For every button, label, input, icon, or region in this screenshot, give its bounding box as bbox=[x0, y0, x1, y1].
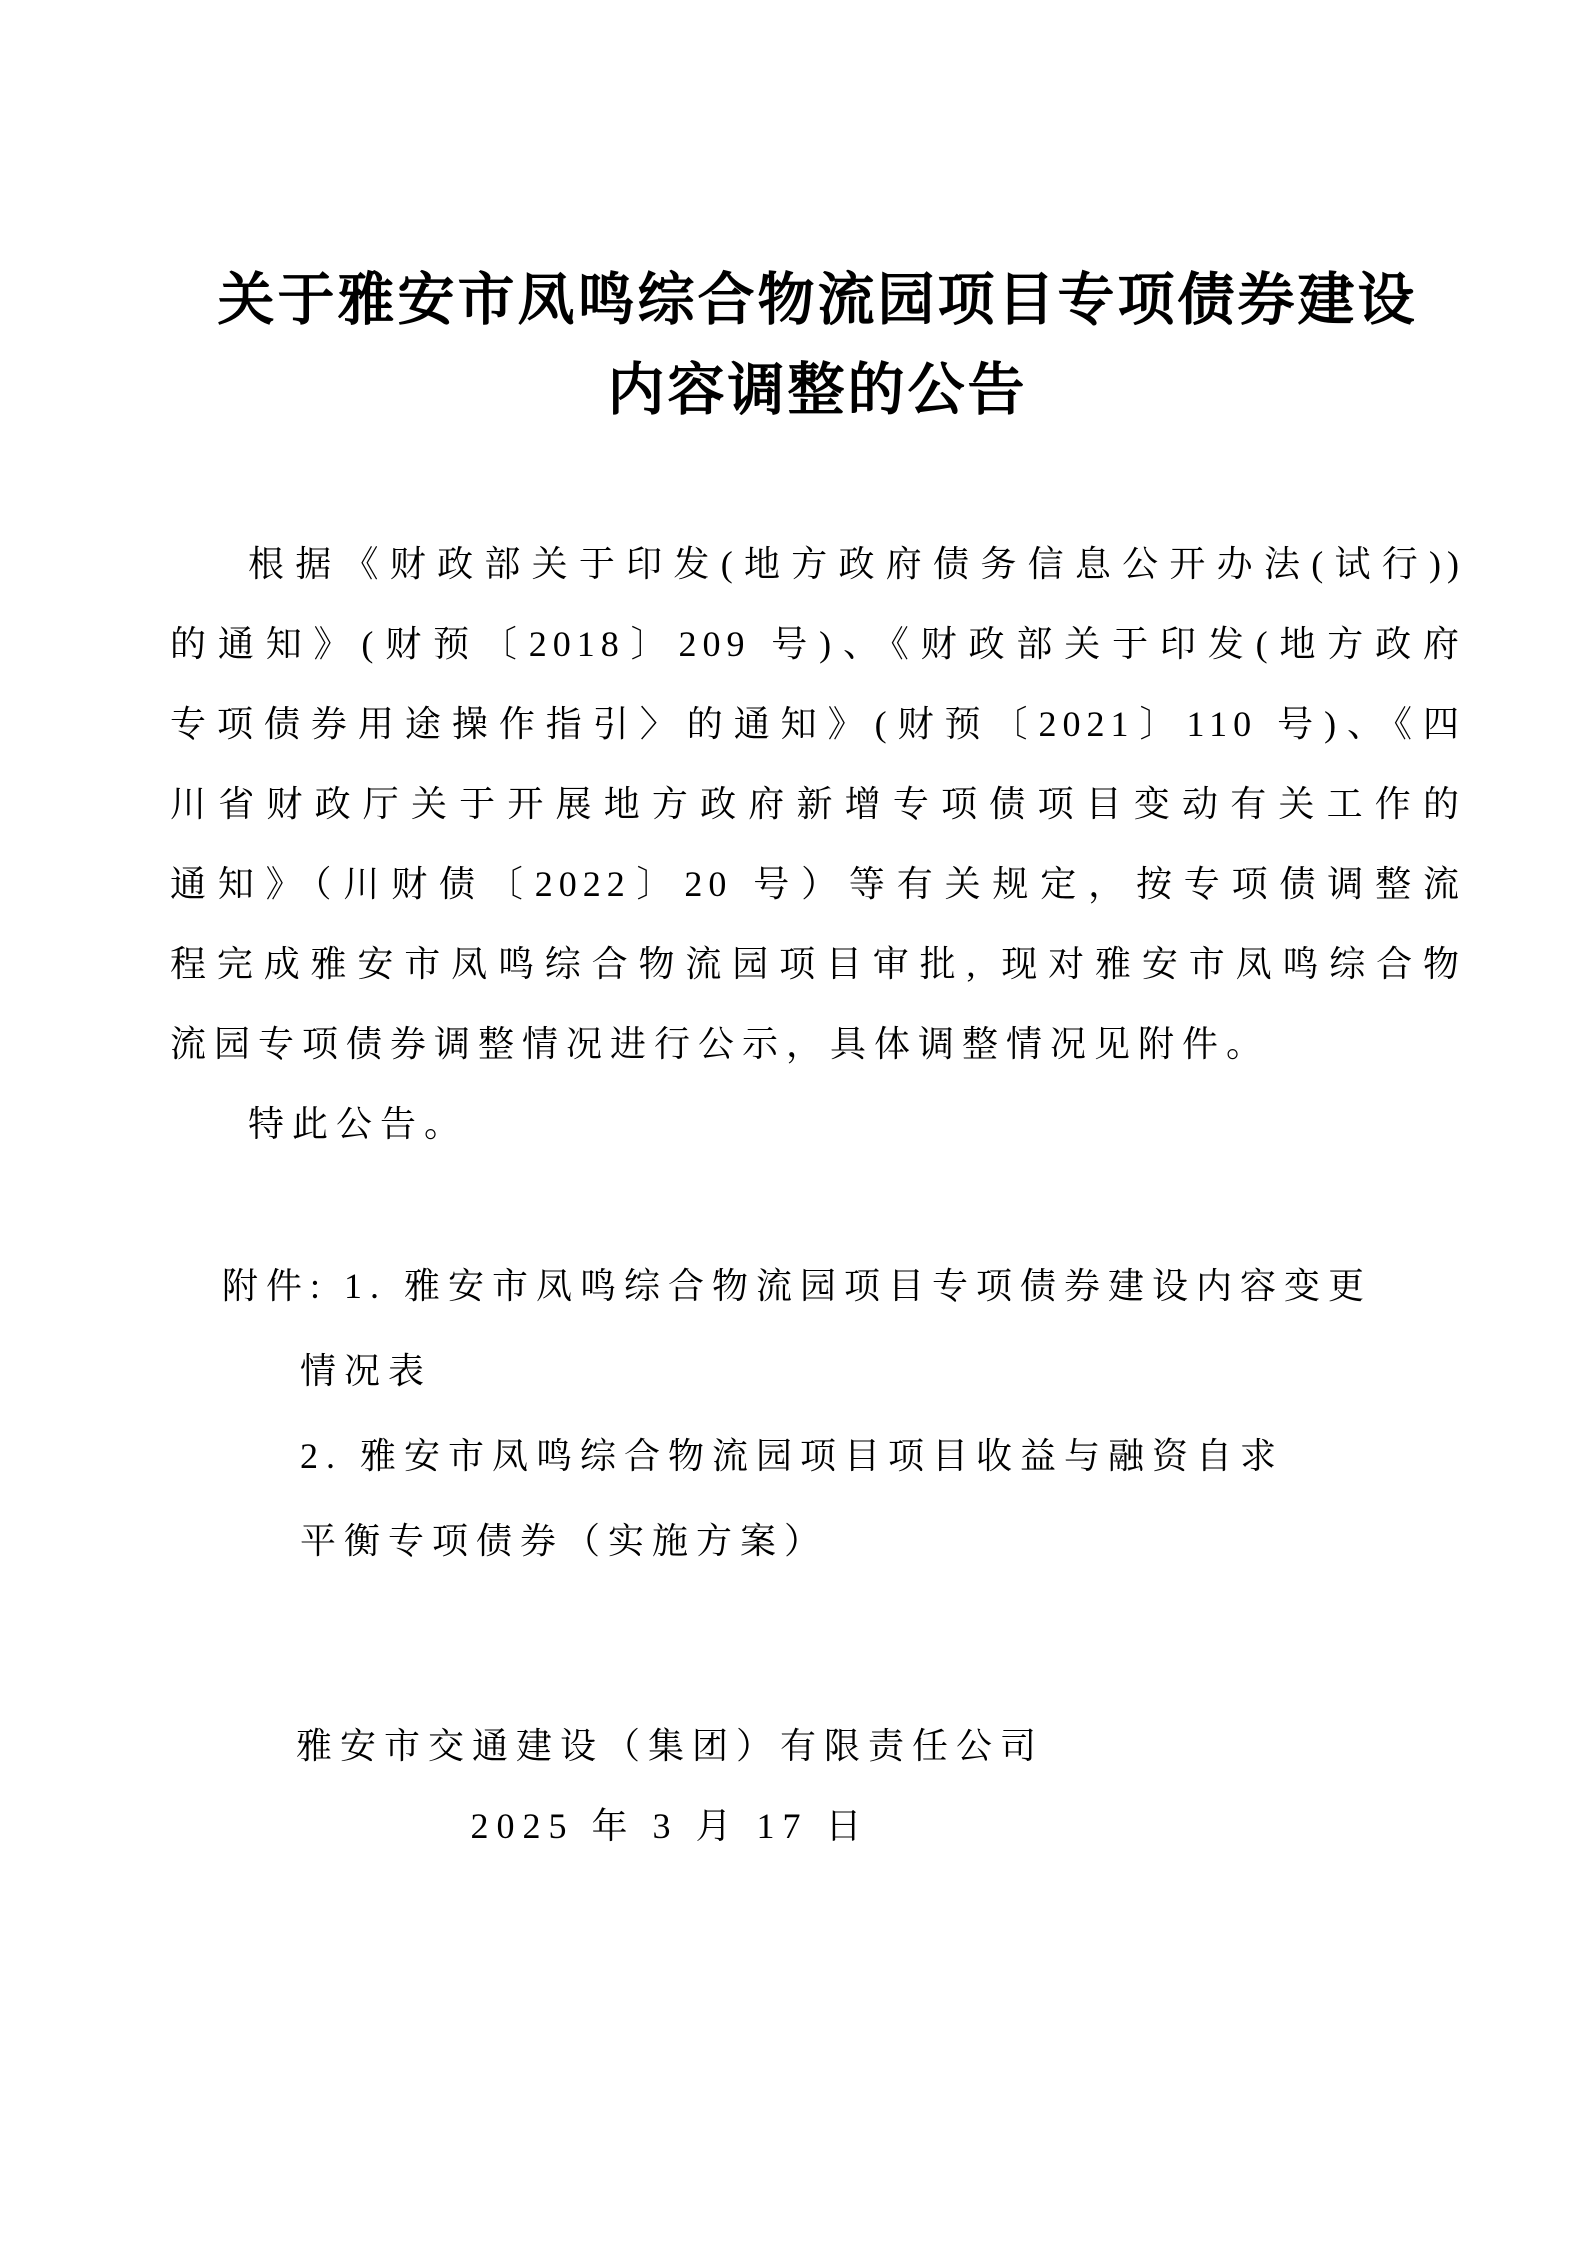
paragraph-line: 根据《财政部关于印发(地方政府债务信息公开办法(试行)) bbox=[248, 544, 1465, 584]
paragraph-line: 专项债券用途操作指引〉的通知》(财预〔2021〕110 号)、《四 bbox=[170, 704, 1465, 744]
closing-line: 特此公告。 bbox=[248, 1104, 469, 1144]
paragraph-line: 程完成雅安市凤鸣综合物流园项目审批, 现对雅安市凤鸣综合物 bbox=[170, 944, 1465, 984]
attachments-label: 附件: bbox=[222, 1266, 329, 1306]
attachments-block bbox=[170, 1244, 1465, 1584]
document-content bbox=[170, 0, 1465, 1866]
paragraph-line: 流园专项债券调整情况进行公示，具体调整情况见附件。 bbox=[170, 1024, 1271, 1064]
body-paragraph bbox=[170, 524, 1465, 1164]
attachment-item-1-line-2: 情况表 bbox=[300, 1351, 433, 1391]
signature-company: 雅安市交通建设（集团）有限责任公司 bbox=[295, 1726, 1044, 1766]
document-title bbox=[170, 256, 1465, 436]
attachment-line-1 bbox=[170, 1244, 1465, 1329]
signature-block bbox=[170, 1706, 1465, 1866]
attachment-item-2-line-2: 平衡专项债券（实施方案） bbox=[300, 1521, 829, 1561]
attachment-item-2-line-1: 2. 雅安市凤鸣综合物流园项目项目收益与融资自求 bbox=[300, 1436, 1285, 1476]
paragraph-line: 川省财政厅关于开展地方政府新增专项债项目变动有关工作的 bbox=[170, 784, 1465, 824]
attachment-item-1-line-1: 1. 雅安市凤鸣综合物流园项目专项债券建设内容变更 bbox=[344, 1266, 1373, 1306]
signature-date: 2025 年 3 月 17 日 bbox=[470, 1806, 870, 1846]
paragraph-line: 通知》（川财债〔2022〕20 号）等有关规定，按专项债调整流 bbox=[170, 864, 1465, 904]
title-line-2: 内容调整的公告 bbox=[607, 359, 1028, 422]
paragraph-line: 的通知》(财预〔2018〕209 号)、《财政部关于印发(地方政府 bbox=[170, 624, 1465, 664]
title-line-1: 关于雅安市凤鸣综合物流园项目专项债券建设 bbox=[217, 269, 1418, 332]
